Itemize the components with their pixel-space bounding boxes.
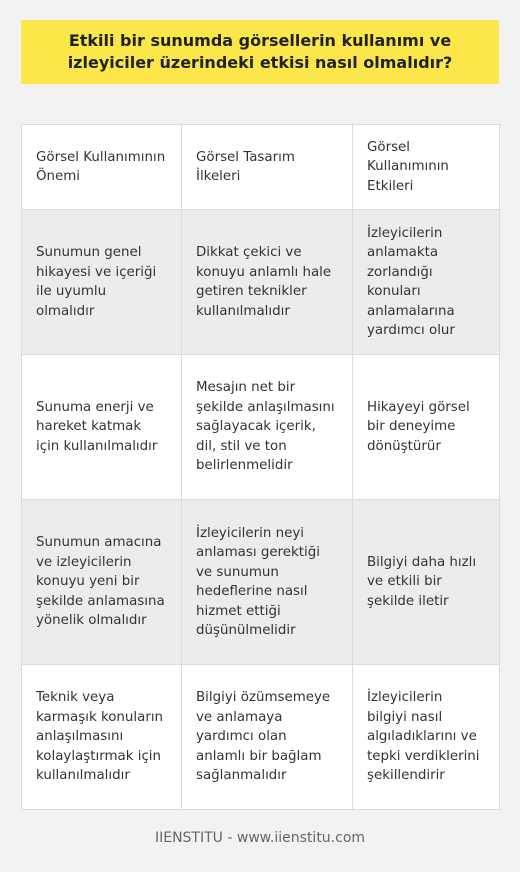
- table-cell: Sunumun genel hikayesi ve içeriği ile uyumlu olmalıdır: [22, 210, 182, 355]
- table-row: [22, 355, 500, 500]
- table-header-row: [22, 125, 500, 210]
- table-cell: Hikayeyi görsel bir deneyime dönüştürür: [353, 355, 500, 500]
- table-header-cell: Görsel Tasarım İlkeleri: [182, 125, 353, 210]
- comparison-table: [21, 124, 500, 810]
- table-cell: İzleyicilerin bilgiyi nasıl algıladıklarını ve tepki verdiklerini şekillendirir: [353, 665, 500, 810]
- page-title: Etkili bir sunumda görsellerin kullanımı ve izleyiciler üzerindeki etkisi nasıl olmalıdır?: [67, 31, 453, 72]
- table-cell: Dikkat çekici ve konuyu anlamlı hale getiren teknikler kullanılmalıdır: [182, 210, 353, 355]
- table-cell: Bilgiyi daha hızlı ve etkili bir şekilde iletir: [353, 500, 500, 665]
- table-cell: Mesajın net bir şekilde anlaşılmasını sağlayacak içerik, dil, stil ve ton belirlenmelidir: [182, 355, 353, 500]
- table-cell: Sunumun amacına ve izleyicilerin konuyu yeni bir şekilde anlamasına yönelik olmalıdır: [22, 500, 182, 665]
- table-cell: Sunuma enerji ve hareket katmak için kullanılmalıdır: [22, 355, 182, 500]
- footer-credit: IIENSTITU - www.iienstitu.com: [154, 830, 366, 846]
- table-cell: Bilgiyi özümsemeye ve anlamaya yardımcı olan anlamlı bir bağlam sağlanmalıdır: [182, 665, 353, 810]
- table-header-cell: Görsel Kullanımının Etkileri: [353, 125, 500, 210]
- table-row: [22, 665, 500, 810]
- table-row: [22, 210, 500, 355]
- table-cell: İzleyicilerin neyi anlaması gerektiği ve sunumun hedeflerine nasıl hizmet ettiği düşünülmelidir: [182, 500, 353, 665]
- table-cell: Teknik veya karmaşık konuların anlaşılmasını kolaylaştırmak için kullanılmalıdır: [22, 665, 182, 810]
- title-banner: [21, 20, 499, 84]
- table-header-cell: Görsel Kullanımının Önemi: [22, 125, 182, 210]
- table-row: [22, 500, 500, 665]
- table-cell: İzleyicilerin anlamakta zorlandığı konuları anlamalarına yardımcı olur: [353, 210, 500, 355]
